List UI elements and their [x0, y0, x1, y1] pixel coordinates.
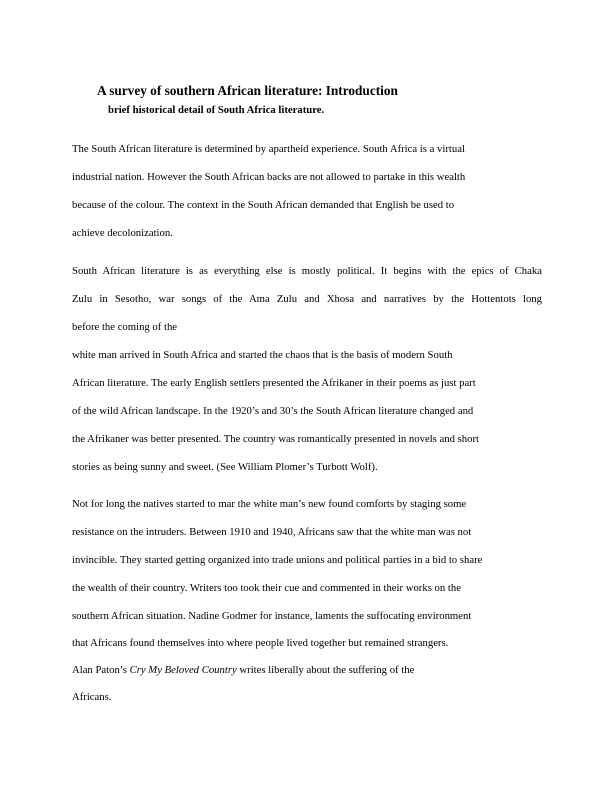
- paton-prefix: Alan Paton’s: [72, 664, 130, 676]
- paragraph-line: because of the colour. The context in the South African demanded that English be used to: [72, 199, 455, 211]
- paragraph-line: the wealth of their country. Writers too took their cue and commented in their works on the: [72, 582, 461, 594]
- paragraph-line: achieve decolonization.: [72, 227, 173, 239]
- paragraph-line: stories as being sunny and sweet. (See William Plomer’s Turbott Wolf).: [72, 461, 378, 473]
- paragraph-line: before the coming of the: [72, 321, 178, 333]
- document-title: A survey of southern African literature: Introduction: [97, 83, 398, 98]
- paragraph-line: resistance on the intruders. Between 1910 and 1940, Africans saw that the white man was not: [72, 526, 472, 538]
- book-title: Cry My Beloved Country: [129, 664, 237, 676]
- paragraph-line: of the wild African landscape. In the 1920’s and 30’s the South African literature changed and: [72, 405, 474, 417]
- paragraph-line: Not for long the natives started to mar the white man’s new found comforts by staging some: [72, 498, 467, 510]
- paragraph-line: the Afrikaner was better presented. The country was romantically presented in novels and short: [72, 433, 479, 445]
- paragraph-line: The South African literature is determined by apartheid experience. South Africa is a virtual: [72, 143, 465, 155]
- paragraph-line: [72, 663, 414, 677]
- paragraph-line: Zulu in Sesotho, war songs of the Ama Zulu and Xhosa and narratives by the Hottentots long: [72, 293, 542, 305]
- paragraph-line: African literature. The early English settlers presented the Afrikaner in their poems as just part: [72, 377, 476, 389]
- document-subtitle: brief historical detail of South Africa literature.: [108, 104, 325, 116]
- paragraph-line: Africans.: [72, 691, 112, 703]
- paragraph-line: southern African situation. Nadine Godmer for instance, laments the suffocating environment: [72, 610, 472, 622]
- paragraph-line: invincible. They started getting organized into trade unions and political parties in a bid to share: [72, 554, 483, 566]
- paragraph-line: South African literature is as everything else is mostly political. It begins with the epics of Chaka: [72, 265, 542, 277]
- paragraph-line: that Africans found themselves into where people lived together but remained strangers.: [72, 637, 449, 649]
- paragraph-line: white man arrived in South Africa and started the chaos that is the basis of modern South: [72, 349, 453, 361]
- paton-suffix: writes liberally about the suffering of the: [236, 664, 415, 676]
- paragraph-line: industrial nation. However the South African backs are not allowed to partake in this wealth: [72, 171, 466, 183]
